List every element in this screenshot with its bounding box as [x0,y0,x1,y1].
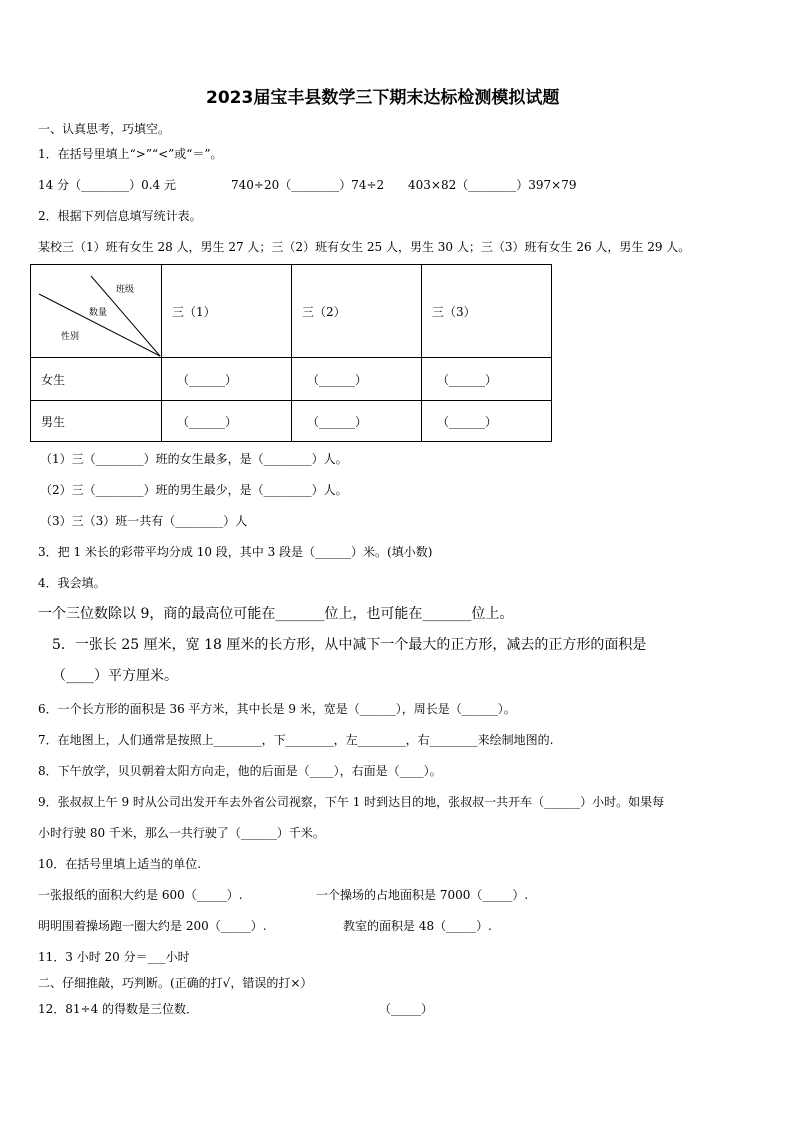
section-heading-1: 一、认真思考，巧填空。 [38,122,171,136]
table-header-row [31,265,552,358]
column-header-class-3: 三（3） [422,265,552,358]
row-label-boys: 男生 [31,401,162,442]
question-9-line-1: 9．张叔叔上午 9 时从公司出发开车去外省公司视察，下午 1 时到达目的地，张叔叔一共开车（______）小时。如果每 [38,795,665,809]
question-9-line-2: 小时行驶 80 千米，那么一共行驶了（______）千米。 [38,826,325,840]
section-heading-2: 二、仔细推敲，巧判断。(正确的打√，错误的打×） [38,976,313,990]
question-5-line-2: （____）平方厘米。 [52,668,178,684]
question-2-info: 某校三（1）班有女生 28 人，男生 27 人；三（2）班有女生 25 人，男生 30 人；三（3）班有女生 26 人，男生 29 人。 [38,240,691,254]
diag-label-gender: 性别 [61,332,80,342]
question-1a: 14 分（________）0.4 元 [38,178,176,192]
question-1c: 403×82（________）397×79 [408,178,577,192]
row-label-girls: 女生 [31,358,162,401]
answer-cell[interactable]: （______） [292,358,422,401]
question-2-stem: 2．根据下列信息填写统计表。 [38,209,202,223]
question-12: 12．81÷4 的得数是三位数． [38,1002,199,1016]
question-11: 11．3 小时 20 分＝___小时 [38,950,190,964]
answer-cell[interactable]: （______） [162,358,292,401]
diag-label-class: 班级 [116,285,135,295]
question-2-sub-3: （3）三（3）班一共有（________）人 [40,514,248,528]
table-row [31,401,552,442]
statistics-table [30,264,552,442]
question-8: 8．下午放学，贝贝朝着太阳方向走，他的后面是（____），右面是（____）。 [38,764,442,778]
answer-cell[interactable]: （______） [422,401,552,442]
question-10b: 一个操场的占地面积是 7000（_____）. [316,888,529,902]
page-title: 2023届宝丰县数学三下期末达标检测模拟试题 [206,88,560,108]
question-7: 7．在地图上，人们通常是按照上________，下________，左________，右________来绘制地图的. [38,733,554,747]
question-10-stem: 10．在括号里填上适当的单位. [38,857,202,871]
question-4-stem: 4．我会填。 [38,576,106,590]
question-1b: 740÷20（________）74÷2 [231,178,385,192]
answer-cell[interactable]: （______） [422,358,552,401]
diag-label-count: 数量 [89,308,108,318]
question-1-stem: 1．在括号里填上“>”“<”或“＝”。 [38,147,223,161]
question-10a: 一张报纸的面积大约是 600（_____）. [38,888,243,902]
question-10d: 教室的面积是 48（_____）. [343,919,492,933]
answer-cell[interactable]: （______） [292,401,422,442]
column-header-class-1: 三（1） [162,265,292,358]
question-2-sub-2: （2）三（________）班的男生最少，是（________）人。 [40,483,348,497]
question-12-answer-blank[interactable]: （_____） [379,1002,434,1016]
question-4-text: 一个三位数除以 9，商的最高位可能在_______位上，也可能在_______位上。 [38,606,514,622]
diagonal-header-cell [31,265,162,358]
question-10c: 明明围着操场跑一圈大约是 200（_____）. [38,919,267,933]
question-3: 3．把 1 米长的彩带平均分成 10 段，其中 3 段是（______）米。(填小数) [38,545,433,559]
answer-cell[interactable]: （______） [162,401,292,442]
column-header-class-2: 三（2） [292,265,422,358]
question-2-sub-1: （1）三（________）班的女生最多，是（________）人。 [40,452,348,466]
question-6: 6．一个长方形的面积是 36 平方米，其中长是 9 米，宽是（______），周长是（______）。 [38,702,516,716]
table-row [31,358,552,401]
question-5-line-1: 5．一张长 25 厘米，宽 18 厘米的长方形，从中减下一个最大的正方形，减去的正方形的面积是 [52,637,647,653]
